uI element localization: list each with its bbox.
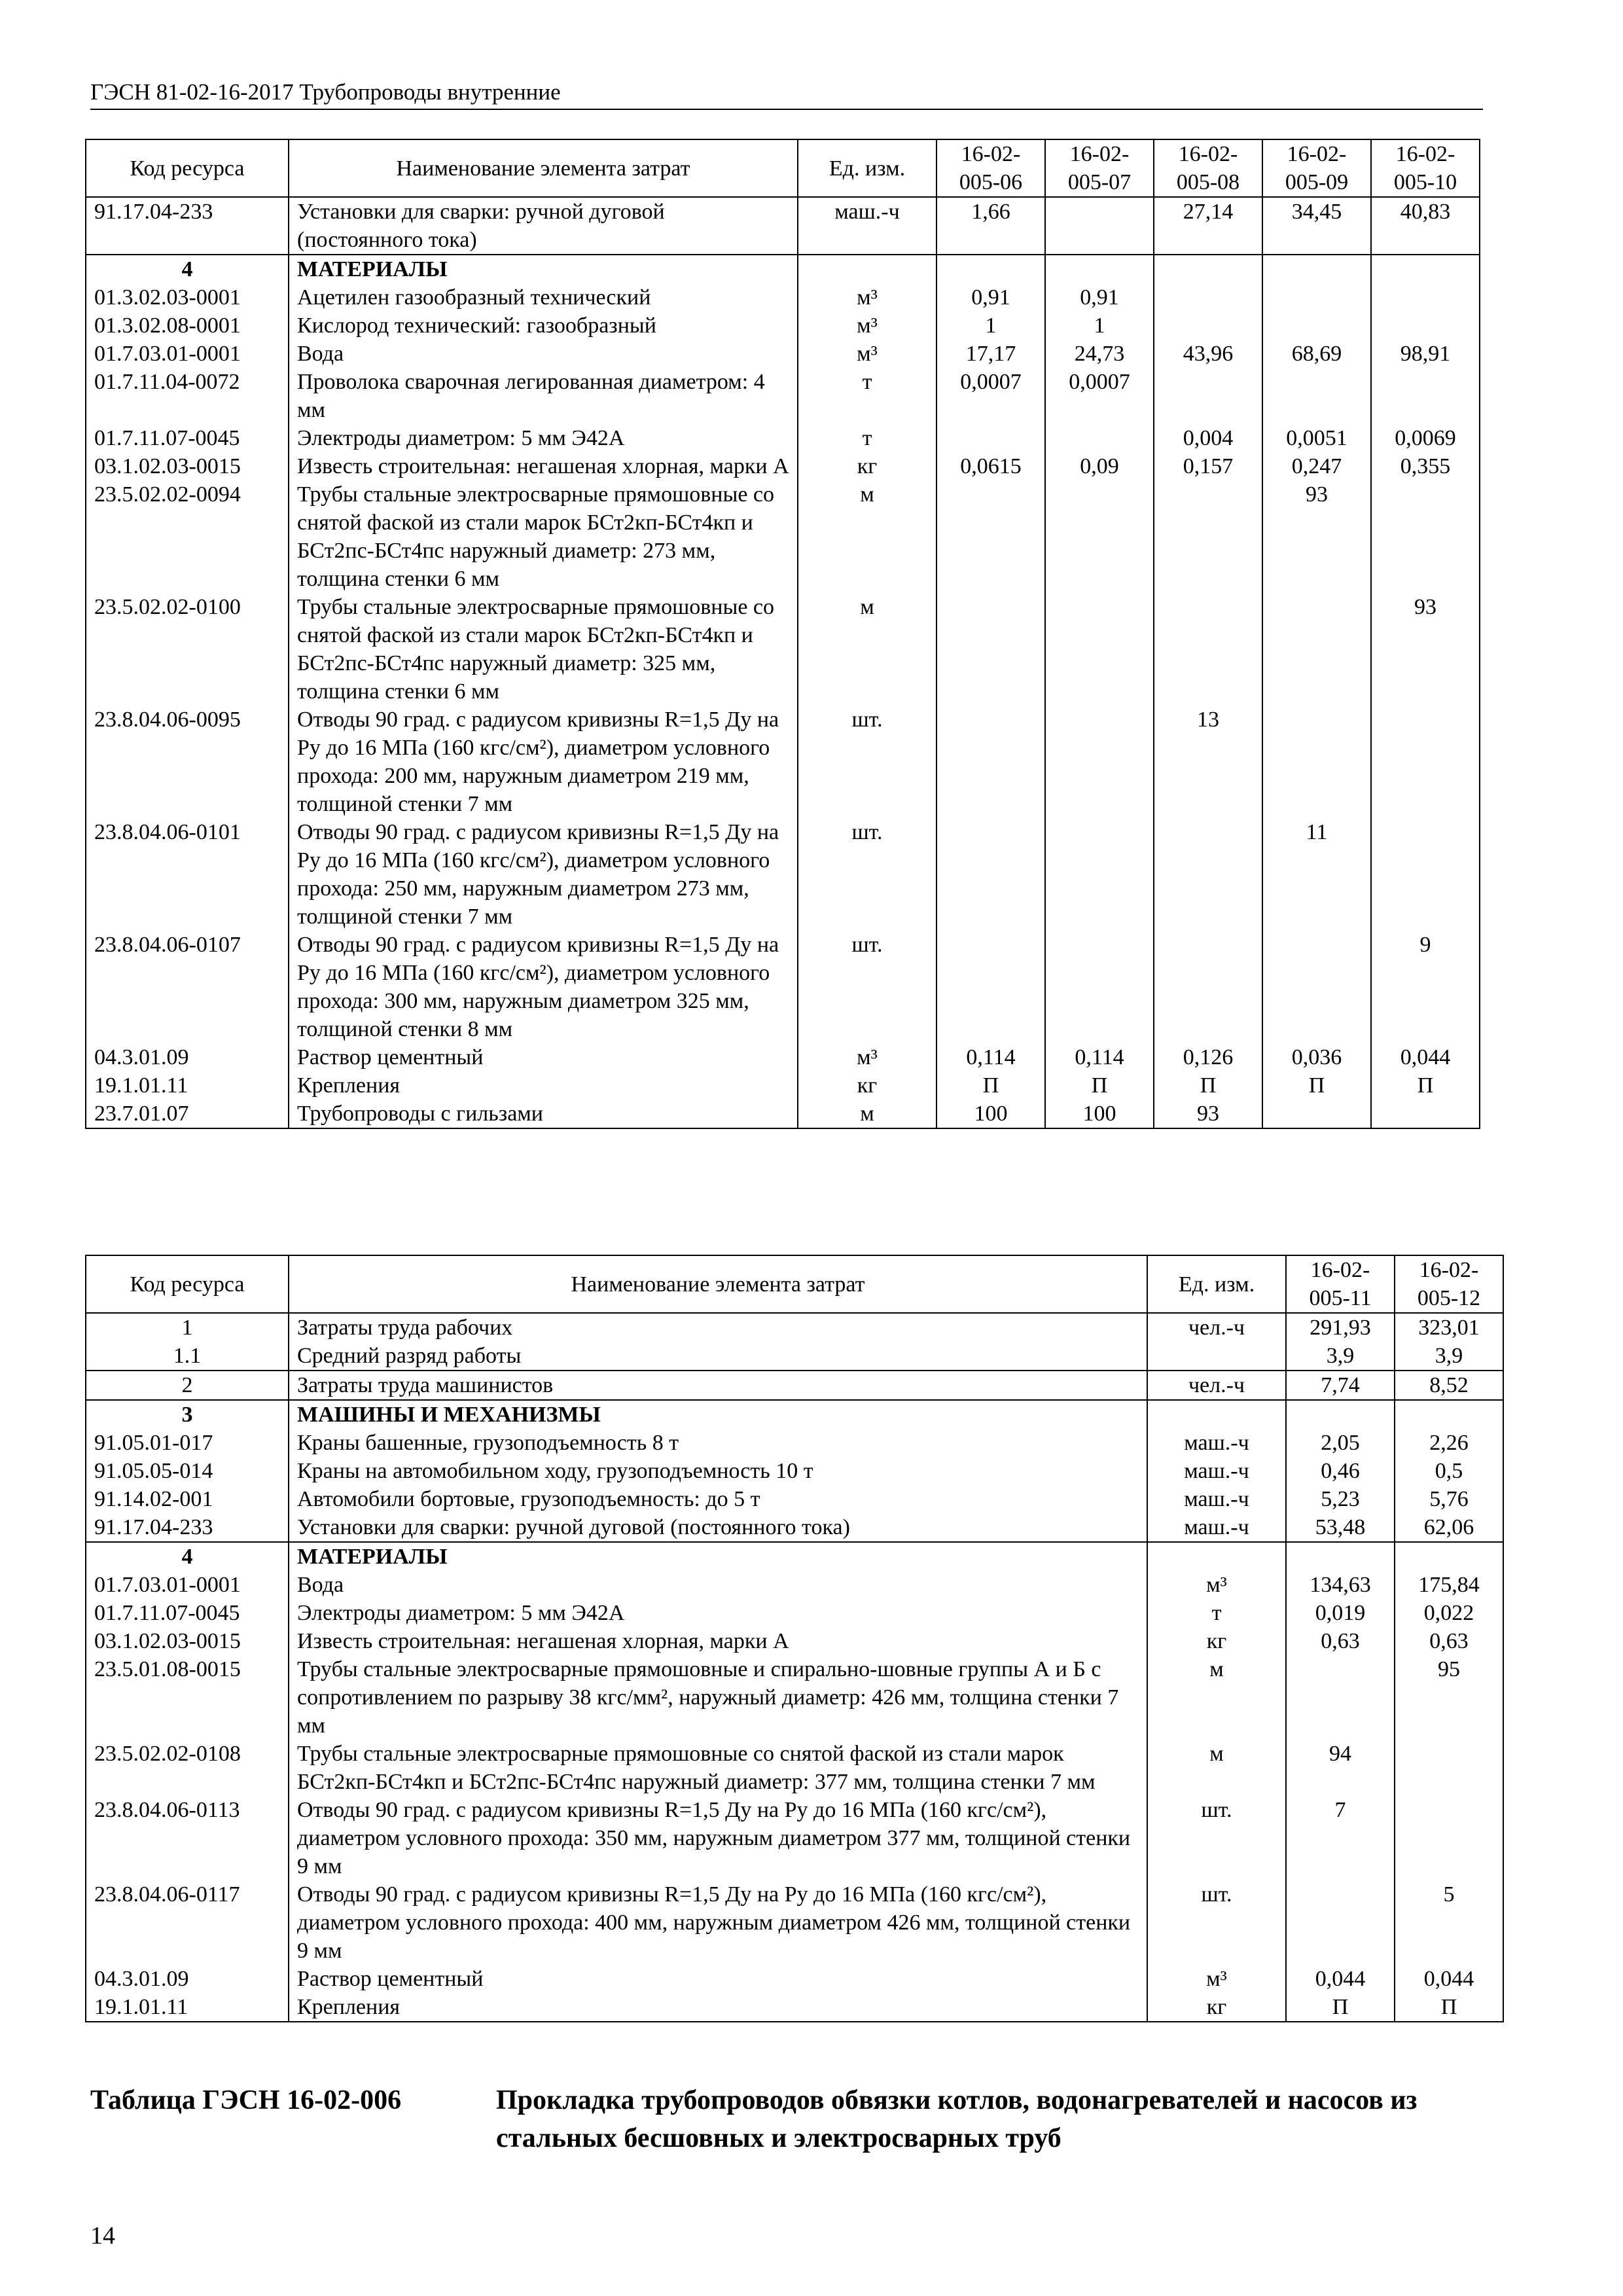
resource-code: 91.05.05-014	[86, 1457, 289, 1485]
norm-value: 100	[1045, 1100, 1154, 1128]
norm-value	[1395, 1740, 1503, 1796]
norm-value: 0,114	[1045, 1043, 1154, 1071]
resource-unit: м³	[798, 283, 936, 312]
table-header-row	[86, 139, 1480, 197]
column-header: 16-02-005-11	[1286, 1255, 1395, 1313]
resource-code: 2	[86, 1371, 289, 1400]
norm-value: 2,05	[1286, 1429, 1395, 1457]
table-row	[86, 1043, 1480, 1071]
resource-code: 23.8.04.06-0107	[86, 931, 289, 1043]
table-caption-label: Таблица ГЭСН 16-02-006	[90, 2085, 402, 2115]
resource-name: Отводы 90 град. с радиусом кривизны R=1,5 Ду на Ру до 16 МПа (160 кгс/см²), диаметром условного прохода: 250 мм, наружным диаметром 273 мм, толщиной стенки 7 мм	[289, 818, 798, 931]
column-header: 16-02-005-09	[1262, 139, 1371, 197]
norm-value: 2,26	[1395, 1429, 1503, 1457]
norm-value	[1395, 1542, 1503, 1571]
norm-value: 323,01	[1395, 1313, 1503, 1342]
norm-value	[1154, 593, 1262, 706]
resource-unit	[798, 255, 936, 283]
column-header: Наименование элемента затрат	[289, 1255, 1147, 1313]
resource-name: Отводы 90 град. с радиусом кривизны R=1,5 Ду на Ру до 16 МПа (160 кгс/см²), диаметром условного прохода: 400 мм, наружным диаметром 426 мм, толщиной стенки 9 мм	[289, 1880, 1147, 1965]
norm-value	[936, 480, 1045, 593]
norm-value	[1262, 931, 1371, 1043]
norm-value: 134,63	[1286, 1571, 1395, 1599]
resource-name: Крепления	[289, 1071, 798, 1100]
resource-code: 03.1.02.03-0015	[86, 452, 289, 480]
norm-value	[1286, 1542, 1395, 1571]
resource-code: 91.14.02-001	[86, 1485, 289, 1513]
resource-name: Трубы стальные электросварные прямошовные со снятой фаской из стали марок БСт2кп-БСт4кп и БСт2пс-БСт4пс наружный диаметр: 377 мм, толщина стенки 7 мм	[289, 1740, 1147, 1796]
resource-code: 01.7.11.04-0072	[86, 368, 289, 424]
resource-table-2	[85, 1255, 1504, 2022]
table-row	[86, 283, 1480, 312]
column-header: Наименование элемента затрат	[289, 139, 798, 197]
norm-value: 27,14	[1154, 197, 1262, 255]
norm-value: 0,91	[936, 283, 1045, 312]
norm-value	[936, 818, 1045, 931]
resource-unit: м	[1147, 1655, 1286, 1740]
norm-value: 175,84	[1395, 1571, 1503, 1599]
norm-value: 0,036	[1262, 1043, 1371, 1071]
norm-value: 11	[1262, 818, 1371, 931]
table-row	[86, 1100, 1480, 1128]
norm-value: 0,0007	[936, 368, 1045, 424]
resource-unit: шт.	[1147, 1796, 1286, 1880]
resource-unit: чел.-ч	[1147, 1371, 1286, 1400]
norm-value: 0,5	[1395, 1457, 1503, 1485]
resource-unit: м	[798, 480, 936, 593]
resource-name: Трубы стальные электросварные прямошовные со снятой фаской из стали марок БСт2кп-БСт4кп и БСт2пс-БСт4пс наружный диаметр: 325 мм, толщина стенки 6 мм	[289, 593, 798, 706]
table-row	[86, 706, 1480, 818]
resource-code: 23.5.02.02-0094	[86, 480, 289, 593]
resource-unit: м³	[798, 312, 936, 340]
running-header: ГЭСН 81-02-16-2017 Трубопроводы внутренние	[90, 76, 1483, 110]
norm-value: П	[1395, 1993, 1503, 2022]
norm-value: 3,9	[1286, 1342, 1395, 1371]
norm-value: П	[1371, 1071, 1480, 1100]
norm-value: 100	[936, 1100, 1045, 1128]
norm-value	[936, 593, 1045, 706]
norm-value: 1	[936, 312, 1045, 340]
table-caption-title: Прокладка трубопроводов обвязки котлов, водонагревателей и насосов из стальных бесшовных и электросварных труб	[496, 2085, 1418, 2153]
table-row	[86, 931, 1480, 1043]
norm-value	[1154, 368, 1262, 424]
norm-value: 0,355	[1371, 452, 1480, 480]
resource-unit: м³	[1147, 1965, 1286, 1993]
resource-code: 23.8.04.06-0117	[86, 1880, 289, 1965]
norm-value: 0,63	[1395, 1627, 1503, 1655]
resource-code: 4	[86, 255, 289, 283]
resource-unit: т	[1147, 1599, 1286, 1627]
norm-value	[1371, 368, 1480, 424]
resource-code: 01.7.11.07-0045	[86, 1599, 289, 1627]
resource-code: 01.3.02.08-0001	[86, 312, 289, 340]
resource-code: 91.05.01-017	[86, 1429, 289, 1457]
table-row	[86, 1313, 1503, 1342]
resource-unit: маш.-ч	[1147, 1429, 1286, 1457]
norm-value: П	[1286, 1993, 1395, 2022]
table-row	[86, 368, 1480, 424]
table-row	[86, 452, 1480, 480]
norm-value	[1154, 818, 1262, 931]
resource-code: 4	[86, 1542, 289, 1571]
resource-name: Ацетилен газообразный технический	[289, 283, 798, 312]
norm-value: 9	[1371, 931, 1480, 1043]
norm-value: 5	[1395, 1880, 1503, 1965]
resource-unit: кг	[1147, 1993, 1286, 2022]
norm-value: 0,004	[1154, 424, 1262, 452]
resource-name: МАТЕРИАЛЫ	[289, 255, 798, 283]
resource-unit: м³	[798, 1043, 936, 1071]
norm-value: 93	[1371, 593, 1480, 706]
resource-code: 23.8.04.06-0101	[86, 818, 289, 931]
norm-value: 34,45	[1262, 197, 1371, 255]
norm-value	[1262, 255, 1371, 283]
norm-value: 43,96	[1154, 340, 1262, 368]
table-row	[86, 480, 1480, 593]
resource-unit: шт.	[798, 931, 936, 1043]
norm-value: 0,022	[1395, 1599, 1503, 1627]
table-row	[86, 593, 1480, 706]
table-row	[86, 1993, 1503, 2022]
norm-value	[936, 706, 1045, 818]
table-row	[86, 1880, 1503, 1965]
norm-value	[1286, 1655, 1395, 1740]
resource-unit: шт.	[1147, 1880, 1286, 1965]
norm-value: 0,91	[1045, 283, 1154, 312]
resource-name: Электроды диаметром: 5 мм Э42А	[289, 1599, 1147, 1627]
resource-name: МАТЕРИАЛЫ	[289, 1542, 1147, 1571]
resource-name: Трубопроводы с гильзами	[289, 1100, 798, 1128]
resource-code: 1.1	[86, 1342, 289, 1371]
page-number: 14	[90, 2222, 115, 2250]
norm-value	[1045, 480, 1154, 593]
norm-value: 0,0069	[1371, 424, 1480, 452]
resource-unit: маш.-ч	[1147, 1485, 1286, 1513]
norm-value: 0,09	[1045, 452, 1154, 480]
norm-value: 0,044	[1286, 1965, 1395, 1993]
resource-code: 23.5.02.02-0100	[86, 593, 289, 706]
resource-unit: т	[798, 368, 936, 424]
resource-name: Краны башенные, грузоподъемность 8 т	[289, 1429, 1147, 1457]
column-header: 16-02-005-12	[1395, 1255, 1503, 1313]
norm-value	[1395, 1400, 1503, 1429]
table-row	[86, 1342, 1503, 1371]
norm-value: 0,63	[1286, 1627, 1395, 1655]
resource-name: Известь строительная: негашеная хлорная, марки А	[289, 1627, 1147, 1655]
norm-value	[1262, 1100, 1371, 1128]
table-row	[86, 340, 1480, 368]
norm-value: 94	[1286, 1740, 1395, 1796]
resource-name: Отводы 90 град. с радиусом кривизны R=1,5 Ду на Ру до 16 МПа (160 кгс/см²), диаметром условного прохода: 300 мм, наружным диаметром 325 мм, толщиной стенки 8 мм	[289, 931, 798, 1043]
norm-value	[1045, 255, 1154, 283]
resource-unit	[1147, 1542, 1286, 1571]
resource-name: Крепления	[289, 1993, 1147, 2022]
table-row	[86, 312, 1480, 340]
column-header: 16-02-005-10	[1371, 139, 1480, 197]
norm-value: 0,0615	[936, 452, 1045, 480]
resource-unit: кг	[798, 452, 936, 480]
resource-name: Кислород технический: газообразный	[289, 312, 798, 340]
norm-value: 40,83	[1371, 197, 1480, 255]
norm-value: 13	[1154, 706, 1262, 818]
table-row	[86, 197, 1480, 255]
norm-value: 1,66	[936, 197, 1045, 255]
resource-unit	[1147, 1342, 1286, 1371]
norm-value	[936, 931, 1045, 1043]
norm-value	[1045, 424, 1154, 452]
resource-name: Трубы стальные электросварные прямошовные и спирально-шовные группы А и Б с сопротивлением по разрыву 38 кгс/мм², наружный диаметр: 426 мм, толщина стенки 7 мм	[289, 1655, 1147, 1740]
norm-value	[1154, 931, 1262, 1043]
norm-value	[1371, 818, 1480, 931]
norm-value: 0,126	[1154, 1043, 1262, 1071]
resource-table-1	[85, 139, 1480, 1129]
norm-value: 0,114	[936, 1043, 1045, 1071]
norm-value	[1286, 1400, 1395, 1429]
resource-unit: маш.-ч	[798, 197, 936, 255]
resource-unit: м	[798, 593, 936, 706]
norm-value: П	[1045, 1071, 1154, 1100]
resource-code: 01.7.03.01-0001	[86, 1571, 289, 1599]
table-row	[86, 1599, 1503, 1627]
resource-unit: кг	[1147, 1627, 1286, 1655]
table-row	[86, 1542, 1503, 1571]
norm-value	[1154, 312, 1262, 340]
norm-value: П	[1262, 1071, 1371, 1100]
column-header: 16-02-005-07	[1045, 139, 1154, 197]
resource-code: 1	[86, 1313, 289, 1342]
norm-value	[1262, 706, 1371, 818]
norm-value: 53,48	[1286, 1513, 1395, 1542]
norm-value: 68,69	[1262, 340, 1371, 368]
norm-value: 0,044	[1371, 1043, 1480, 1071]
norm-value: П	[1154, 1071, 1262, 1100]
table-row	[86, 1796, 1503, 1880]
resource-code: 03.1.02.03-0015	[86, 1627, 289, 1655]
table-row	[86, 1571, 1503, 1599]
norm-value: 62,06	[1395, 1513, 1503, 1542]
column-header: Код ресурса	[86, 139, 289, 197]
norm-value	[1371, 1100, 1480, 1128]
table-row	[86, 1400, 1503, 1429]
norm-value: 8,52	[1395, 1371, 1503, 1400]
norm-value	[1045, 931, 1154, 1043]
norm-value	[1154, 283, 1262, 312]
norm-value	[1262, 283, 1371, 312]
resource-unit: м³	[798, 340, 936, 368]
table-row	[86, 1627, 1503, 1655]
norm-value	[1286, 1880, 1395, 1965]
norm-value	[1045, 593, 1154, 706]
resource-name: Затраты труда рабочих	[289, 1313, 1147, 1342]
resource-code: 04.3.01.09	[86, 1965, 289, 1993]
resource-code: 91.17.04-233	[86, 197, 289, 255]
norm-value	[1262, 312, 1371, 340]
resource-name: Трубы стальные электросварные прямошовные со снятой фаской из стали марок БСт2кп-БСт4кп и БСт2пс-БСт4пс наружный диаметр: 273 мм, толщина стенки 6 мм	[289, 480, 798, 593]
resource-code: 01.3.02.03-0001	[86, 283, 289, 312]
resource-name: Средний разряд работы	[289, 1342, 1147, 1371]
resource-code: 3	[86, 1400, 289, 1429]
norm-value: 0,157	[1154, 452, 1262, 480]
norm-value: 0,0007	[1045, 368, 1154, 424]
table-row	[86, 1485, 1503, 1513]
resource-code: 23.8.04.06-0095	[86, 706, 289, 818]
norm-value: 93	[1262, 480, 1371, 593]
column-header: Ед. изм.	[1147, 1255, 1286, 1313]
norm-value: 93	[1154, 1100, 1262, 1128]
resource-unit: м³	[1147, 1571, 1286, 1599]
resource-name: Проволока сварочная легированная диаметром: 4 мм	[289, 368, 798, 424]
resource-code: 04.3.01.09	[86, 1043, 289, 1071]
norm-value: 7,74	[1286, 1371, 1395, 1400]
norm-value	[936, 255, 1045, 283]
resource-name: Вода	[289, 340, 798, 368]
norm-value	[1371, 255, 1480, 283]
resource-unit: шт.	[798, 706, 936, 818]
norm-value: 0,0051	[1262, 424, 1371, 452]
resource-code: 19.1.01.11	[86, 1993, 289, 2022]
resource-name: Затраты труда машинистов	[289, 1371, 1147, 1400]
table-row	[86, 1655, 1503, 1740]
resource-unit: т	[798, 424, 936, 452]
norm-value	[1045, 818, 1154, 931]
resource-unit: м	[1147, 1740, 1286, 1796]
norm-value: 0,019	[1286, 1599, 1395, 1627]
table-row	[86, 1071, 1480, 1100]
resource-unit: маш.-ч	[1147, 1457, 1286, 1485]
table-header-row	[86, 1255, 1503, 1313]
resource-unit: чел.-ч	[1147, 1313, 1286, 1342]
norm-value: 291,93	[1286, 1313, 1395, 1342]
norm-value: П	[936, 1071, 1045, 1100]
table-row	[86, 1965, 1503, 1993]
resource-unit: шт.	[798, 818, 936, 931]
resource-code: 23.7.01.07	[86, 1100, 289, 1128]
resource-name: Отводы 90 град. с радиусом кривизны R=1,5 Ду на Ру до 16 МПа (160 кгс/см²), диаметром условного прохода: 350 мм, наружным диаметром 377 мм, толщиной стенки 9 мм	[289, 1796, 1147, 1880]
norm-value	[1262, 368, 1371, 424]
norm-value: 0,46	[1286, 1457, 1395, 1485]
table-row	[86, 1457, 1503, 1485]
table-row	[86, 1371, 1503, 1400]
resource-name: Установки для сварки: ручной дуговой (постоянного тока)	[289, 197, 798, 255]
resource-name: Раствор цементный	[289, 1965, 1147, 1993]
norm-value: 98,91	[1371, 340, 1480, 368]
norm-value	[1045, 706, 1154, 818]
norm-value: 5,76	[1395, 1485, 1503, 1513]
norm-value: 5,23	[1286, 1485, 1395, 1513]
resource-name: МАШИНЫ И МЕХАНИЗМЫ	[289, 1400, 1147, 1429]
resource-code: 23.8.04.06-0113	[86, 1796, 289, 1880]
norm-value: 95	[1395, 1655, 1503, 1740]
resource-name: Отводы 90 град. с радиусом кривизны R=1,5 Ду на Ру до 16 МПа (160 кгс/см²), диаметром условного прохода: 200 мм, наружным диаметром 219 мм, толщиной стенки 7 мм	[289, 706, 798, 818]
column-header: Ед. изм.	[798, 139, 936, 197]
norm-value: 7	[1286, 1796, 1395, 1880]
resource-name: Электроды диаметром: 5 мм Э42А	[289, 424, 798, 452]
table-row	[86, 424, 1480, 452]
resource-unit: кг	[798, 1071, 936, 1100]
norm-value: 24,73	[1045, 340, 1154, 368]
table-row	[86, 1740, 1503, 1796]
norm-value: 0,247	[1262, 452, 1371, 480]
norm-value: 0,044	[1395, 1965, 1503, 1993]
resource-code: 01.7.03.01-0001	[86, 340, 289, 368]
resource-name: Установки для сварки: ручной дуговой (постоянного тока)	[289, 1513, 1147, 1542]
norm-value	[1154, 255, 1262, 283]
resource-code: 19.1.01.11	[86, 1071, 289, 1100]
resource-name: Раствор цементный	[289, 1043, 798, 1071]
norm-value	[1371, 312, 1480, 340]
table-row	[86, 818, 1480, 931]
resource-code: 23.5.02.02-0108	[86, 1740, 289, 1796]
table-row	[86, 1429, 1503, 1457]
norm-value	[1371, 283, 1480, 312]
column-header: 16-02-005-06	[936, 139, 1045, 197]
column-header: Код ресурса	[86, 1255, 289, 1313]
norm-value	[1045, 197, 1154, 255]
resource-name: Вода	[289, 1571, 1147, 1599]
norm-value: 3,9	[1395, 1342, 1503, 1371]
table-row	[86, 255, 1480, 283]
resource-code: 01.7.11.07-0045	[86, 424, 289, 452]
resource-unit: маш.-ч	[1147, 1513, 1286, 1542]
resource-name: Автомобили бортовые, грузоподъемность: до 5 т	[289, 1485, 1147, 1513]
resource-code: 91.17.04-233	[86, 1513, 289, 1542]
norm-value: 17,17	[936, 340, 1045, 368]
norm-value	[1371, 706, 1480, 818]
column-header: 16-02-005-08	[1154, 139, 1262, 197]
norm-value: 1	[1045, 312, 1154, 340]
norm-value	[1371, 480, 1480, 593]
resource-code: 23.5.01.08-0015	[86, 1655, 289, 1740]
table-row	[86, 1513, 1503, 1542]
norm-value	[936, 424, 1045, 452]
resource-name: Известь строительная: негашеная хлорная, марки А	[289, 452, 798, 480]
norm-value	[1395, 1796, 1503, 1880]
norm-value	[1154, 480, 1262, 593]
resource-name: Краны на автомобильном ходу, грузоподъемность 10 т	[289, 1457, 1147, 1485]
resource-unit	[1147, 1400, 1286, 1429]
norm-value	[1262, 593, 1371, 706]
resource-unit: м	[798, 1100, 936, 1128]
